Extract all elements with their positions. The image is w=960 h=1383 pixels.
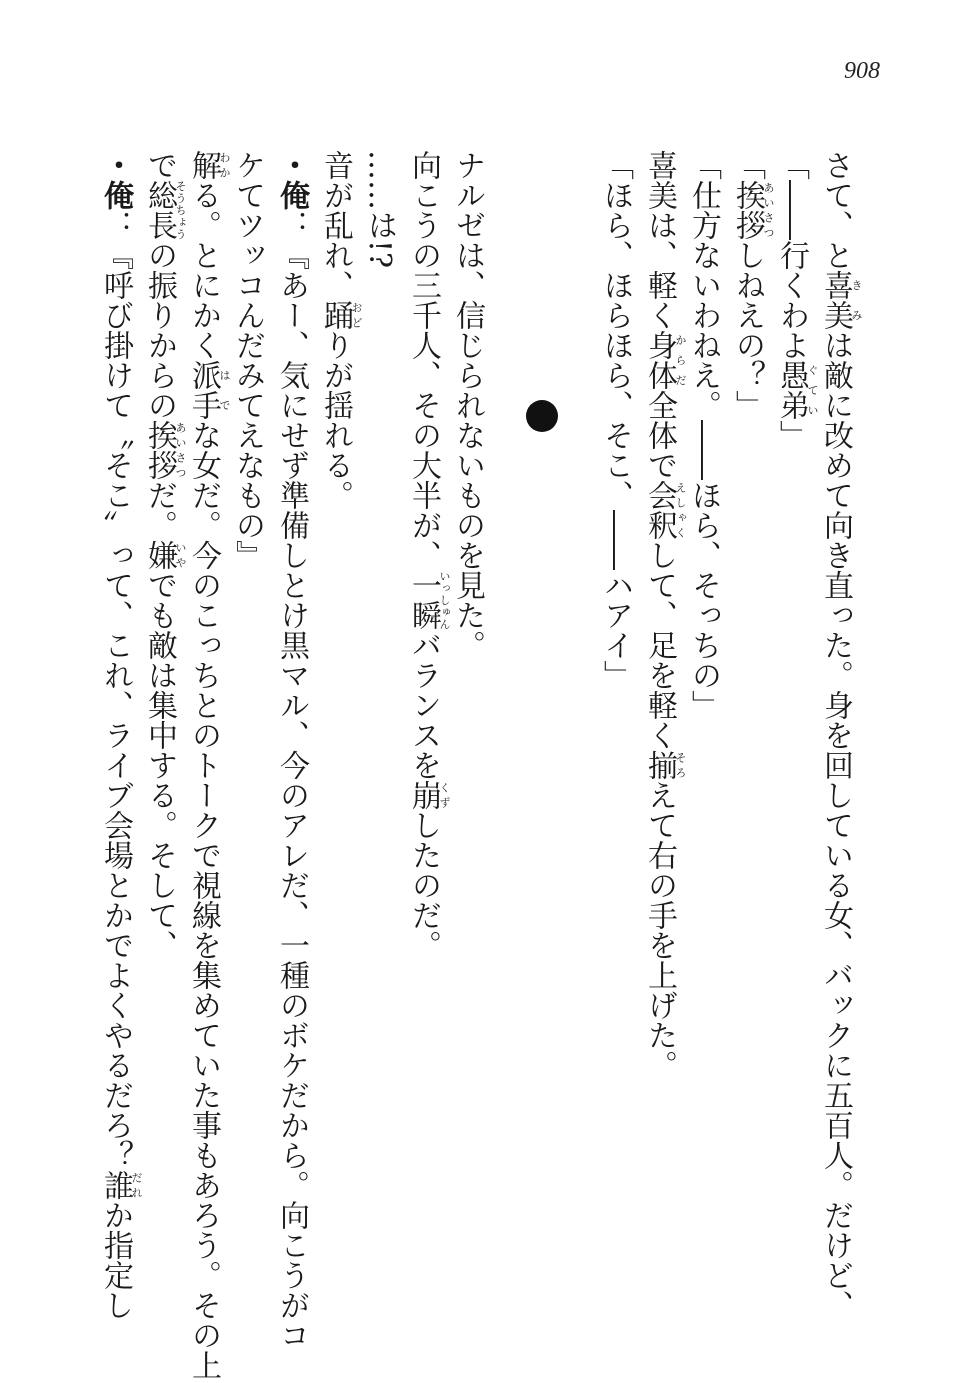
text-line-4: 「仕方ないわねえ。――ほら、そっちの」 (686, 150, 721, 720)
ruby-word: 挨拶あいさつ (142, 420, 187, 480)
text-line-8: 向こうの三千人、その大半が、一瞬いっしゅんバランスを崩くずしたのだ。 (406, 150, 451, 960)
text-line-11: ・俺：『あー、気にせず準備しとけ黒マル、今のアレだ、一種のボケだから。向こうがコ (274, 150, 309, 1350)
text-line-12: ケてツッコんだみてえなもの』 (230, 150, 265, 570)
ruby-word: 挨拶あいさつ (730, 180, 775, 240)
ruby-word: 崩くず (406, 780, 451, 810)
ruby-word: 総長そうちょう (142, 180, 187, 240)
ruby-word: 踊おど (318, 300, 363, 330)
speaker-tag: ・俺 (274, 150, 309, 210)
text-line-3: 「挨拶あいさつしねえの？」 (730, 150, 775, 420)
ruby-word: 嫌いや (142, 540, 187, 570)
ruby-word: 解わか (186, 150, 231, 180)
ruby-word: 会釈えしゃく (642, 480, 687, 540)
text-line-5: 喜美は、軽く身体からだ全体で会釈えしゃくして、足を軽く揃そろえて右の手を上げた。 (642, 150, 687, 1080)
text-line-15: ・俺：『呼び掛けて〝そこ〟って、これ、ライブ会場とかでよくやるだろ？誰だれか指定し (98, 150, 143, 1320)
ruby-word: 揃そろ (642, 750, 687, 780)
text-line-14: で総長そうちょうの振りからの挨拶あいさつだ。嫌いやでも敵は集中する。そして、 (142, 150, 187, 960)
ruby-word: 身体からだ (642, 330, 687, 390)
text-line-1: さて、と喜美きみは敵に改めて向き直った。身を回している女、バックに五百人。だけど、 (818, 150, 863, 1320)
speaker-tag: ・俺 (98, 150, 133, 210)
ruby-word: 誰だれ (98, 1170, 143, 1200)
text-line-2: 「――行くわよ愚弟ぐてい」 (774, 150, 819, 450)
ruby-word: 愚弟ぐてい (774, 360, 819, 420)
page-number: 908 (844, 58, 880, 84)
ruby-word: 派手はで (186, 360, 231, 420)
scene-break-dot (526, 400, 558, 432)
ruby-word: 一瞬いっしゅん (406, 570, 451, 630)
ruby-word: 喜美きみ (818, 270, 863, 330)
text-line-9: ……は!? (362, 150, 397, 269)
text-line-7: ナルゼは、信じられないものを見た。 (450, 150, 485, 660)
text-line-10: 音が乱れ、踊おどりが揺れる。 (318, 150, 363, 510)
text-line-6: 「ほら、ほらほら、そこ、――ハアイ」 (598, 150, 633, 690)
text-line-13: 解わかる。とにかく派手はでな女だ。今のこっちとのトークで視線を集めていた事もあろう。その上 (186, 150, 231, 1380)
